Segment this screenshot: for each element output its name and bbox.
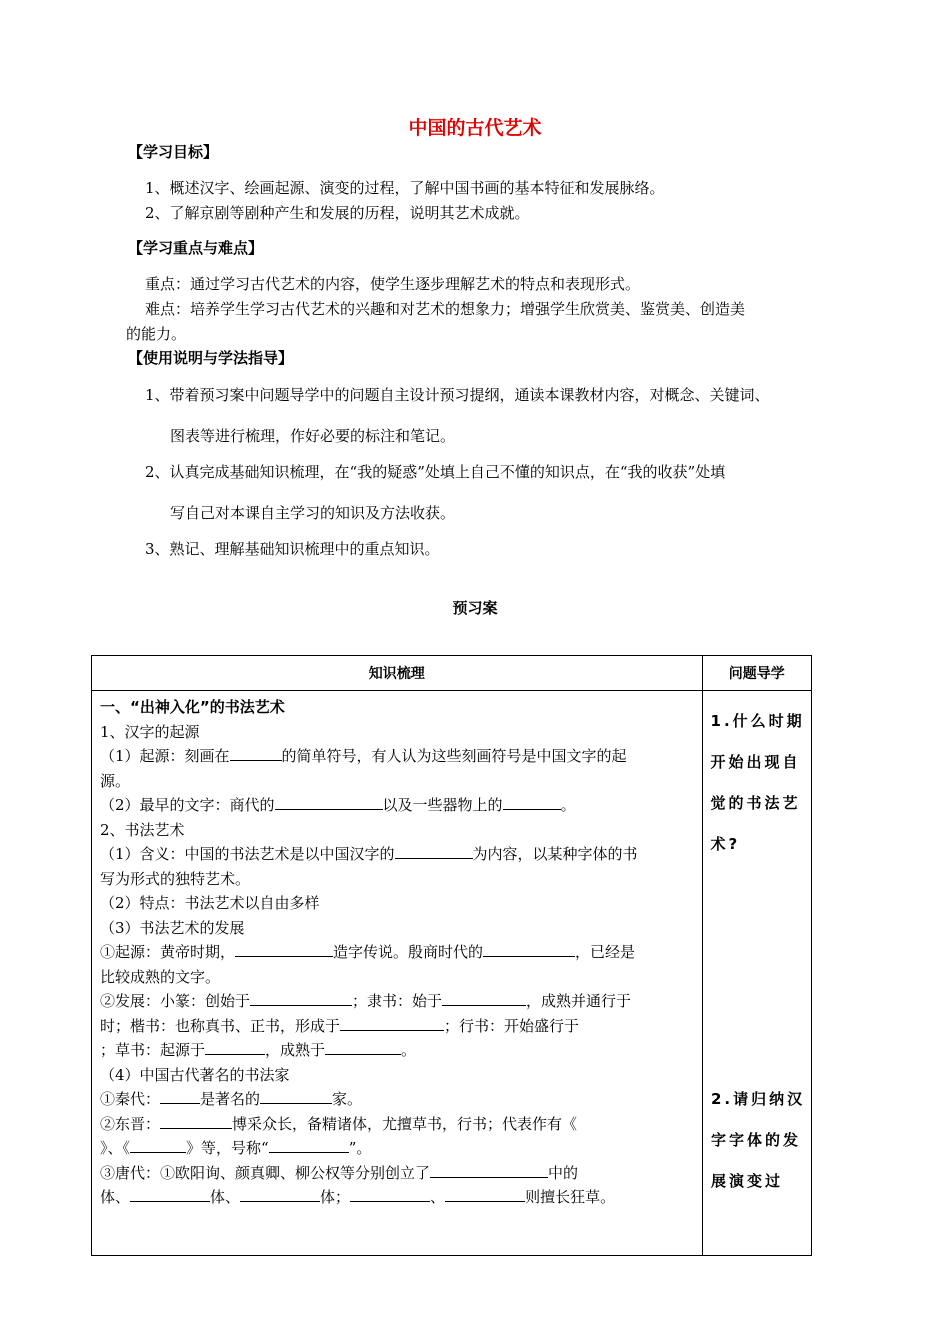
knowledge-cell (92, 691, 703, 1256)
line-s2-3-1d: 比较成熟的文字。 (100, 967, 221, 986)
blank[interactable] (269, 1136, 349, 1153)
col-header-knowledge: 知识梳理 (92, 656, 703, 691)
knowledge-table (91, 655, 812, 1256)
blank[interactable] (275, 793, 383, 810)
goals-heading: 【学习目标】 (128, 143, 219, 161)
goal-item-2: 2、了解京剧等剧种产生和发展的历程，说明其艺术成就。 (145, 204, 530, 222)
blank[interactable] (240, 1185, 320, 1202)
line-s2-3-1: ①起源：黄帝时期， 造字传说。殷商时代的 ，已经是 (100, 940, 696, 965)
blank[interactable] (340, 1014, 444, 1031)
blank[interactable] (483, 940, 575, 957)
instructions-heading: 【使用说明与学法指导】 (128, 349, 294, 367)
blank[interactable] (260, 1087, 332, 1104)
line-s2-4-2: ②东晋： 博采众长，备精诸体，尤擅草书，行书；代表作有《 (100, 1112, 696, 1137)
line-s2-4-3b: 体、 体、 体； 、 则擅长狂草。 (100, 1185, 696, 1210)
blank[interactable] (250, 989, 352, 1006)
instruction-1b: 图表等进行梳理，作好必要的标注和笔记。 (170, 427, 456, 445)
blank[interactable] (235, 940, 333, 957)
blank[interactable] (445, 1185, 525, 1202)
blank[interactable] (395, 842, 473, 859)
line-s2-1: （1）含义：中国的书法艺术是以中国汉字的 为内容，以某种字体的书 (100, 842, 696, 867)
blank[interactable] (442, 989, 526, 1006)
line-s1-2: （2）最早的文字：商代的 以及一些器物上的 。 (100, 793, 696, 818)
blank[interactable] (503, 793, 561, 810)
blank[interactable] (160, 1112, 232, 1129)
line-s2: 2、书法艺术 (100, 820, 185, 839)
line-s2-4: （4）中国古代著名的书法家 (100, 1065, 290, 1084)
section-title: 一、“出神入化”的书法艺术 (100, 698, 285, 716)
line-s2-3-2c: ；草书：起源于 ，成熟于 。 (100, 1038, 696, 1063)
line-s1-1: （1）起源：刻画在 的简单符号，有人认为这些刻画符号是中国文字的起 (100, 744, 696, 769)
line-s2-3-2b: 时；楷书：也称真书、正书，形成于 ；行书：开始盛行于 (100, 1014, 696, 1039)
instruction-3: 3、熟记、理解基础知识梳理中的重点知识。 (145, 540, 440, 558)
line-s1: 1、汉字的起源 (100, 722, 200, 741)
blank[interactable] (350, 1185, 430, 1202)
line-s2-2: （2）特点：书法艺术以自由多样 (100, 894, 320, 912)
goal-item-1: 1、概述汉字、绘画起源、演变的过程，了解中国书画的基本特征和发展脉络。 (145, 179, 665, 197)
line-s2-3-2: ②发展：小篆：创始于 ；隶书：始于 ，成熟并通行于 (100, 989, 696, 1014)
blank[interactable] (205, 1038, 265, 1055)
focus-text: 重点：通过学习古代艺术的内容，使学生逐步理解艺术的特点和表现形式。 (145, 275, 641, 293)
blank[interactable] (130, 1185, 210, 1202)
blank[interactable] (430, 1161, 548, 1178)
blank[interactable] (230, 744, 282, 761)
line-s2-3: （3）书法艺术的发展 (100, 918, 245, 937)
question-2: 2.请归纳汉字字体的发展演变过 (711, 1090, 806, 1190)
difficulty-text-2: 的能力。 (126, 325, 187, 343)
blank[interactable] (130, 1136, 186, 1153)
instruction-1a: 1、带着预习案中问题导学中的问题自主设计预习提纲，通读本课教材内容，对概念、关键词、 (145, 386, 770, 404)
line-s2-1c: 写为形式的独特艺术。 (100, 869, 251, 888)
preview-heading: 预习案 (452, 599, 498, 617)
blank[interactable] (325, 1038, 401, 1055)
difficulty-text-1: 难点：培养学生学习古代艺术的兴趣和对艺术的想象力；增强学生欣赏美、鉴赏美、创造美 (145, 300, 746, 318)
page-title: 中国的古代艺术 (408, 117, 542, 139)
line-s2-4-1: ①秦代： 是著名的 家。 (100, 1087, 696, 1112)
line-s2-4-2b: 》、《 》等，号称“ ”。 (100, 1136, 696, 1161)
line-s2-4-3: ③唐代：①欧阳询、颜真卿、柳公权等分别创立了 中的 (100, 1161, 696, 1186)
instruction-2b: 写自己对本课自主学习的知识及方法收获。 (170, 504, 456, 522)
blank[interactable] (160, 1087, 200, 1104)
col-header-questions: 问题导学 (702, 656, 811, 691)
instruction-2a: 2、认真完成基础知识梳理，在“我的疑惑”处填上自己不懂的知识点，在“我的收获”处填 (145, 463, 726, 481)
keypoints-heading: 【学习重点与难点】 (128, 239, 264, 257)
question-1: 1.什么时期开始出现自觉的书法艺术? (710, 712, 805, 853)
line-s1-1c: 源。 (100, 771, 131, 790)
